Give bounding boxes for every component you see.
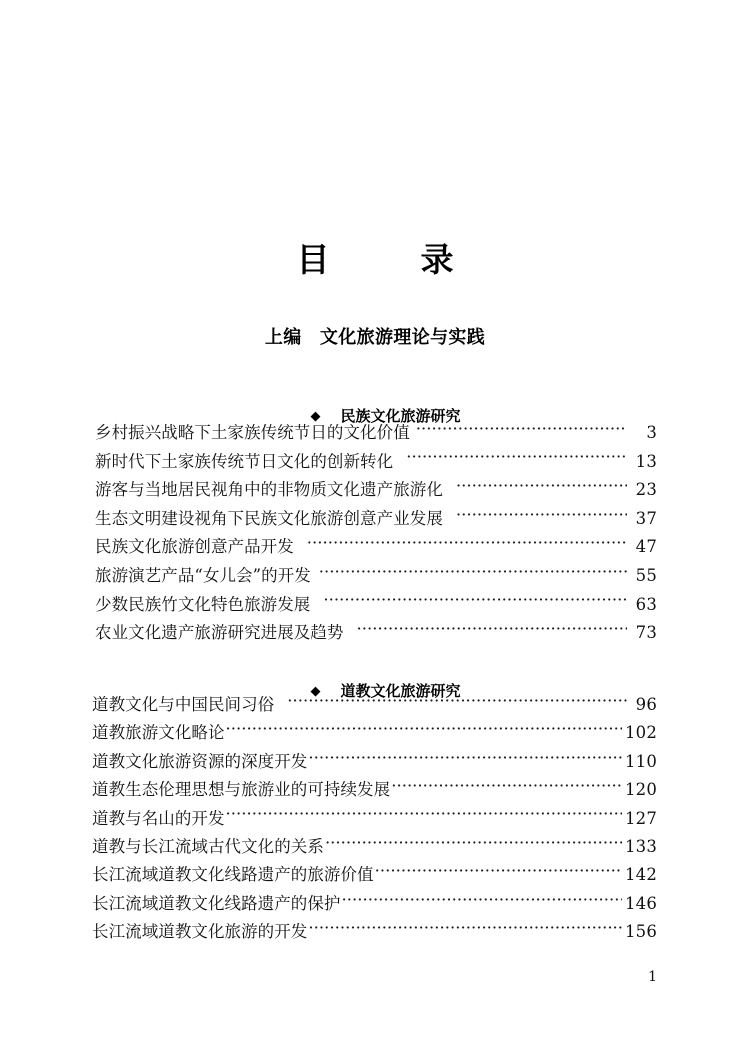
toc-entry-dot-leader bbox=[287, 694, 627, 711]
toc-entry[interactable] bbox=[92, 748, 657, 776]
toc-entry-dot-leader bbox=[406, 450, 627, 467]
toc-entry[interactable] bbox=[92, 861, 657, 889]
toc-entry-title: 新时代下土家族传统节日文化的创新转化 bbox=[95, 451, 394, 471]
toc-entry-title: 道教文化与中国民间习俗 bbox=[92, 695, 275, 714]
toc-entry-page-number: 13 bbox=[635, 451, 657, 471]
toc-entry-dot-leader bbox=[308, 750, 622, 767]
toc-entry-dot-leader bbox=[226, 807, 622, 824]
toc-entry[interactable] bbox=[95, 448, 657, 477]
toc-entry-page-number: 146 bbox=[625, 893, 657, 913]
toc-entry-page-number: 23 bbox=[635, 480, 657, 500]
part-title: 上编 文化旅游理论与实践 bbox=[264, 327, 486, 348]
toc-entry[interactable] bbox=[95, 419, 657, 448]
toc-entry-page-number: 142 bbox=[625, 865, 657, 885]
page-title: 目 录 bbox=[296, 240, 483, 280]
diamond-bullet-icon: ◆ bbox=[310, 684, 321, 700]
toc-entry-title: 道教与长江流域古代文化的关系 bbox=[92, 837, 324, 857]
toc-entry[interactable] bbox=[95, 619, 657, 648]
toc-entry-page-number: 156 bbox=[625, 922, 657, 942]
toc-entry-page-number: 120 bbox=[625, 780, 657, 800]
toc-entry[interactable] bbox=[92, 805, 657, 833]
toc-entry-title: 旅游演艺产品“女儿会”的开发 bbox=[95, 565, 311, 585]
toc-entry-dot-leader bbox=[342, 892, 623, 909]
toc-entry-dot-leader bbox=[357, 622, 628, 639]
toc-entry-title: 长江流域道教文化线路遗产的旅游价值 bbox=[92, 865, 374, 885]
toc-entry[interactable] bbox=[92, 918, 657, 946]
toc-entry-title: 道教旅游文化略论 bbox=[92, 723, 225, 743]
toc-entry[interactable] bbox=[92, 719, 657, 747]
toc-entry-dot-leader bbox=[319, 564, 627, 581]
toc-entry-page-number: 63 bbox=[635, 594, 657, 614]
toc-entry[interactable] bbox=[95, 476, 657, 505]
toc-entry-dot-leader bbox=[416, 422, 627, 439]
toc-entry-title: 生态文明建设视角下民族文化旅游创意产业发展 bbox=[95, 508, 443, 528]
toc-entry-dot-leader bbox=[456, 479, 627, 496]
toc-entry-page-number: 37 bbox=[635, 508, 657, 528]
toc-entry-page-number: 96 bbox=[635, 695, 657, 714]
toc-entry[interactable] bbox=[92, 890, 657, 918]
toc-entry-dot-leader bbox=[391, 779, 622, 796]
toc-entry-list-section-1 bbox=[95, 419, 657, 648]
toc-entry[interactable] bbox=[92, 776, 657, 804]
section-heading-label: 民族文化旅游研究 bbox=[340, 407, 461, 425]
toc-entry-dot-leader bbox=[307, 536, 627, 553]
toc-entry-dot-leader bbox=[323, 593, 627, 610]
toc-entry-title: 少数民族竹文化特色旅游发展 bbox=[95, 594, 311, 614]
diamond-bullet-icon: ◆ bbox=[310, 409, 321, 425]
toc-entry[interactable] bbox=[95, 505, 657, 534]
toc-entry-title: 民族文化旅游创意产品开发 bbox=[95, 537, 294, 557]
toc-entry-dot-leader bbox=[375, 864, 622, 881]
toc-entry-dot-leader bbox=[456, 507, 627, 524]
toc-entry-title: 长江流域道教文化旅游的开发 bbox=[92, 922, 308, 942]
toc-entry-title: 游客与当地居民视角中的非物质文化遗产旅游化 bbox=[95, 480, 443, 500]
toc-entry-dot-leader bbox=[325, 836, 622, 853]
toc-entry-page-number: 133 bbox=[625, 837, 657, 857]
toc-entry-title: 长江流域道教文化线路遗产的保护 bbox=[92, 893, 341, 913]
toc-entry-page-number: 55 bbox=[635, 565, 657, 585]
toc-entry-dot-leader bbox=[308, 921, 622, 938]
toc-entry-dot-leader bbox=[226, 722, 622, 739]
toc-entry[interactable] bbox=[92, 691, 657, 719]
toc-entry-page-number: 73 bbox=[635, 623, 657, 643]
toc-entry-page-number: 127 bbox=[625, 808, 657, 828]
section-heading-label: 道教文化旅游研究 bbox=[340, 682, 461, 700]
toc-entry[interactable] bbox=[92, 833, 657, 861]
toc-entry-title: 乡村振兴战略下土家族传统节日的文化价值 bbox=[95, 423, 410, 442]
toc-entry[interactable] bbox=[95, 562, 657, 591]
toc-entry-title: 农业文化遗产旅游研究进展及趋势 bbox=[95, 623, 344, 643]
toc-entry-page-number: 3 bbox=[646, 423, 657, 442]
toc-entry-title: 道教与名山的开发 bbox=[92, 808, 225, 828]
toc-entry-title: 道教生态伦理思想与旅游业的可持续发展 bbox=[92, 780, 391, 800]
toc-entry-list-section-2 bbox=[92, 691, 657, 947]
toc-entry-page-number: 110 bbox=[625, 751, 657, 771]
toc-entry-page-number: 102 bbox=[625, 723, 657, 743]
toc-entry-title: 道教文化旅游资源的深度开发 bbox=[92, 751, 308, 771]
toc-entry[interactable] bbox=[95, 533, 657, 562]
page-number: 1 bbox=[648, 969, 657, 985]
toc-entry-page-number: 47 bbox=[635, 537, 657, 557]
toc-entry[interactable] bbox=[95, 591, 657, 620]
